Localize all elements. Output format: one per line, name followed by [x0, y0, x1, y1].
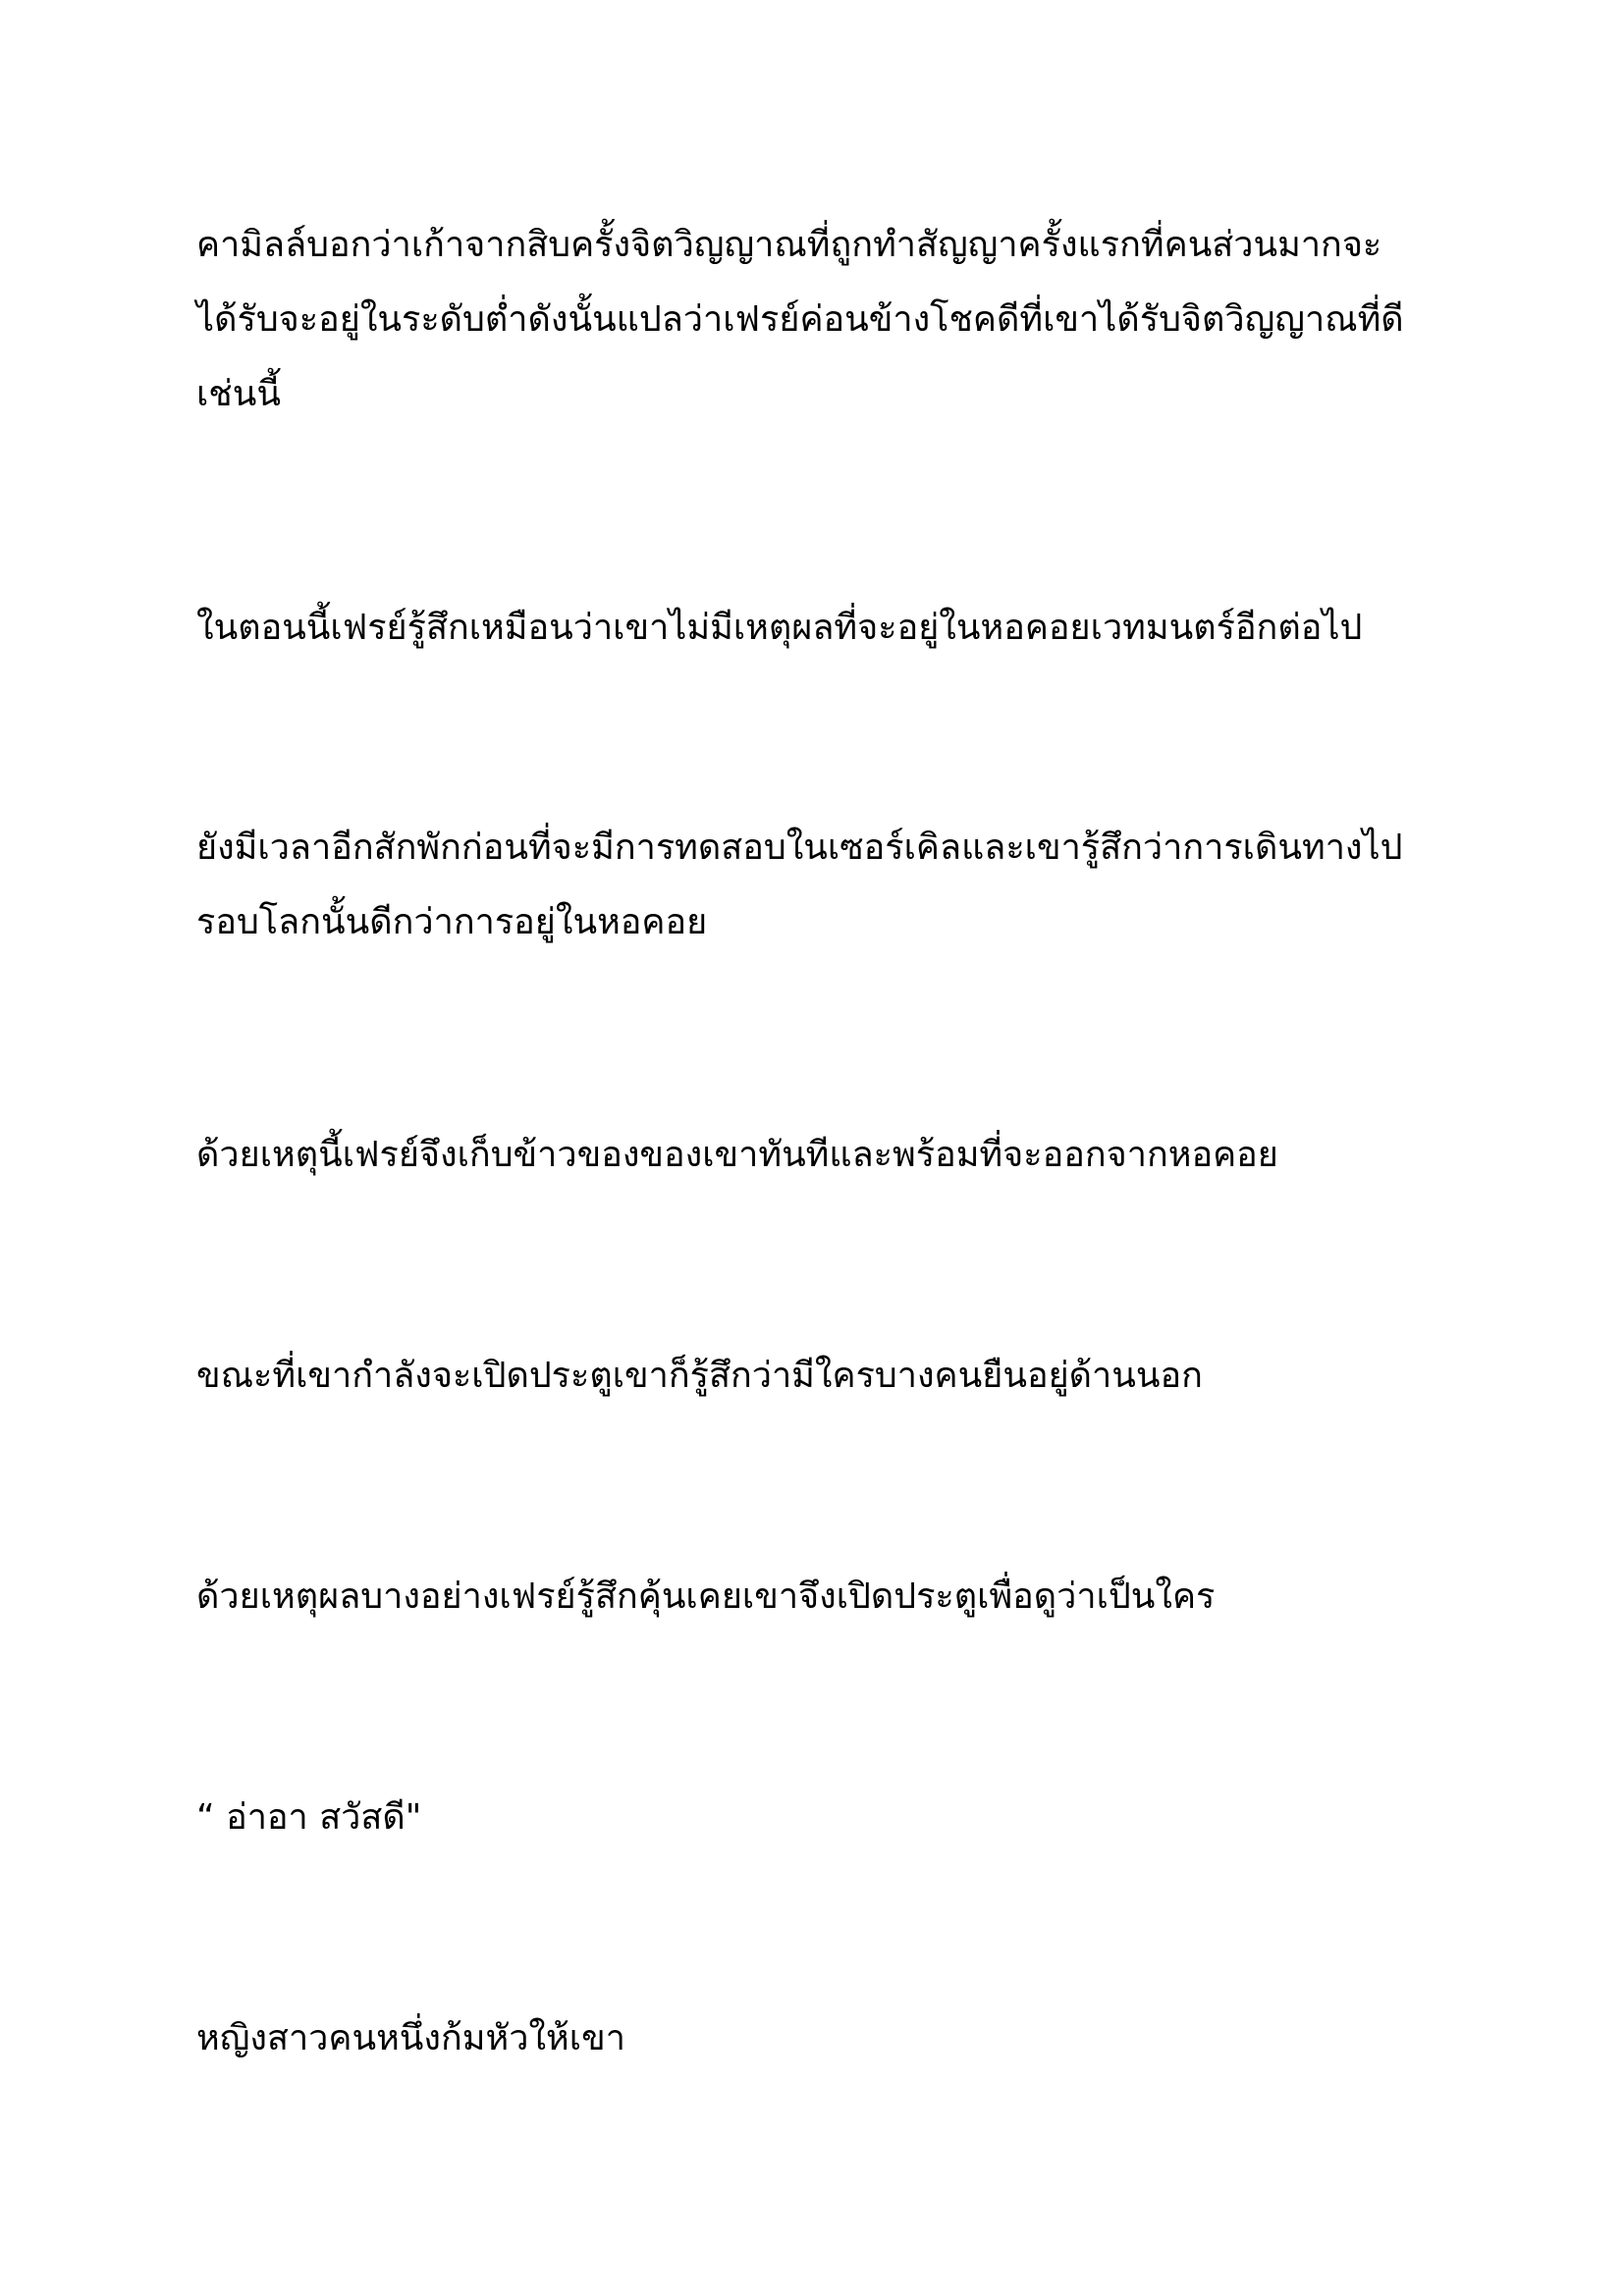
paragraph-2 — [196, 591, 1434, 666]
paragraph-line: ได้รับจะอยู่ในระดับต่ำดังนั้นแปลว่าเฟรย์ค่อนข้างโชคดีที่เขาได้รับจิตวิญญาณที่ดี — [196, 299, 1404, 340]
paragraph-6 — [196, 1560, 1434, 1634]
paragraph-line: หญิงสาวคนหนึ่งก้มหัวให้เขา — [196, 2018, 625, 2058]
paragraph-line: ในตอนนี้เฟรย์รู้สึกเหมือนว่าเขาไม่มีเหตุผลที่จะอยู่ในหอคอยเวทมนตร์อีกต่อไป — [196, 608, 1363, 648]
paragraph-line: ขณะที่เขากำลังจะเปิดประตูเขาก็รู้สึกว่ามีใครบางคนยืนอยู่ด้านนอก — [196, 1356, 1203, 1396]
paragraph-3 — [196, 811, 1434, 960]
paragraph-line: ด้วยเหตุผลบางอย่างเฟรย์รู้สึกคุ้นเคยเขาจึงเปิดประตูเพื่อดูว่าเป็นใคร — [196, 1576, 1216, 1617]
paragraph-7 — [196, 1781, 1434, 1855]
paragraph-line: ยังมีเวลาอีกสักพักก่อนที่จะมีการทดสอบในเซอร์เคิลและเขารู้สึกว่าการเดินทางไป — [196, 828, 1403, 868]
paragraph-4 — [196, 1118, 1434, 1193]
paragraph-line: “ อ่าอา สวัสดี" — [196, 1797, 422, 1838]
paragraph-5 — [196, 1339, 1434, 1414]
paragraph-line: รอบโลกนั้นดีกว่าการอยู่ในหอคอย — [196, 902, 708, 942]
paragraph-8 — [196, 2002, 1434, 2076]
paragraph-line: ด้วยเหตุนี้เฟรย์จึงเก็บข้าวของของเขาทันทีและพร้อมที่จะออกจากหอคอย — [196, 1135, 1278, 1175]
paragraph-line: เช่นนี้ — [196, 374, 281, 414]
paragraph-line: คามิลล์บอกว่าเก้าจากสิบครั้งจิตวิญญาณที่ถูกทำสัญญาครั้งแรกที่คนส่วนมากจะ — [196, 225, 1382, 265]
paragraph-1 — [196, 208, 1434, 432]
